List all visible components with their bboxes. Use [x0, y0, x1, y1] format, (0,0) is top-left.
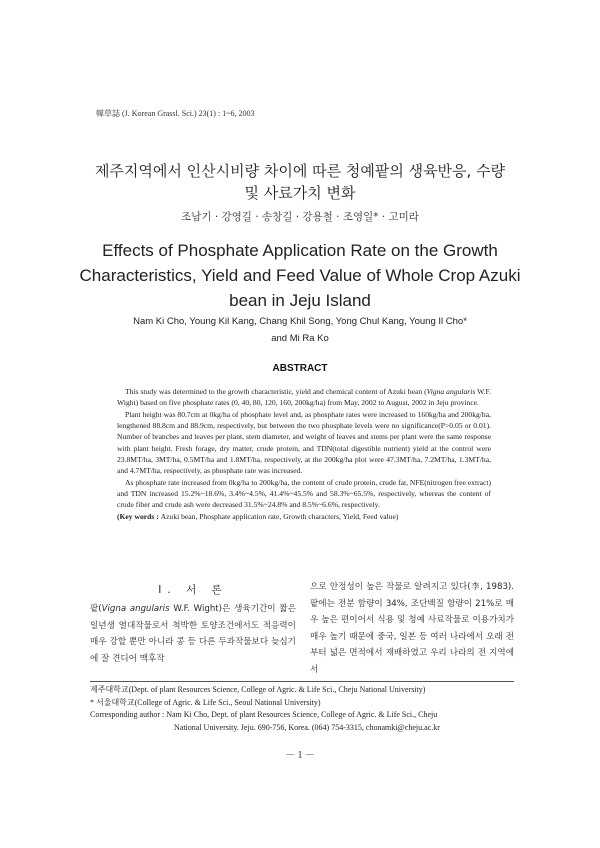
english-title-line-1: Effects of Phosphate Application Rate on the Growth [102, 241, 498, 260]
footnote-affiliation-2: * 서울대학교(College of Agric. & Life Sci., Seoul National University) [90, 697, 321, 707]
abstract-body [117, 386, 491, 522]
footnote-affiliation-1: 제주대학교(Dept. of plant Resources Science, College of Agric. & Life Sci., Cheju National University) [90, 685, 426, 694]
body-column-left [90, 601, 296, 667]
abstract-heading: ABSTRACT [272, 363, 328, 374]
abstract-p1-after: W.F. Wight) based on five phosphate rates (0, 40, 80, 120, 160, 200kg/ha) from May, 2002 to August, 2002 in Jeju province. [117, 387, 491, 408]
abstract-paragraph-3: As phosphate rate increased from 0kg/ha to 200kg/ha, the content of crude protein, crude fat, NFE(nitrogen free extract) and TDN increased 15.2%~18.6%, 3.4%~4.5%, 41.4%~45.5% and 58.3%~65.5%, respectively, whereas the content of crude fiber and crude ash were decreased 31.5%~24.8% and 8.5%~6.6%, respectively. [117, 477, 491, 510]
abstract-p1-before: This study was determined to the growth characteristic, yield and chemical content of Azuki bean ( [125, 387, 427, 396]
english-title-line-2: Characteristics, Yield and Feed Value of Whole Crop Azuki [79, 266, 521, 285]
english-title-line-3: bean in Jeju Island [229, 291, 371, 310]
abstract-keywords [117, 511, 491, 522]
korean-authors: 조남기 · 강영길 · 송창길 · 강용철 · 조영일* · 고미라 [181, 211, 419, 223]
body-right-paragraph: 으로 안정성이 높은 작물로 알려지고 있다(李, 1983). 팥에는 전분 함량이 34%, 조단백질 함량이 21%로 매우 높은 편이어서 식용 및 청예 사료작물로 이용가치가 매우 높기 때문에 중국, 일본 등 여러 나라에서 오래 전부터 넓은 면적에서 재배하였고 우리 나라의 전 지역에서 [310, 582, 514, 675]
korean-title: 제주지역에서 인산시비량 차이에 따른 청예팥의 생육반응, 수량 및 사료가치 변화 [94, 162, 506, 202]
journal-citation: 韓草誌 (J. Korean Grassl. Sci.) 23(1) : 1~6, 2003 [96, 109, 255, 118]
footnote-corresponding-address: National University. Jeju. 690-756, Korea. (064) 754-3315, chonamki@cheju.ac.kr [174, 722, 440, 732]
english-authors [70, 313, 530, 347]
body-left-before: 팥( [90, 604, 102, 614]
english-authors-line-2: and Mi Ra Ko [271, 333, 329, 344]
keywords-label: (Key words : [117, 511, 161, 521]
body-left-paragraph [90, 601, 296, 667]
body-left-after: W.F. Wight)은 생육기간이 짧은 일년생 열대작물로서 척박한 토양조건에서도 적응력이 매우 강할 뿐만 아니라 콩 등 다른 두과작물보다 늦심기에 잘 견디어 맥후작 [90, 604, 296, 664]
keywords-text: Azuki bean, Phosphate application rate, Growth characters, Yield, Feed value) [160, 511, 399, 521]
abstract-paragraph-1 [117, 386, 491, 409]
body-left-species: Vigna angularis [101, 604, 170, 614]
english-authors-line-1: Nam Ki Cho, Young Kil Kang, Chang Khil Song, Yong Chul Kang, Young Il Cho* [133, 316, 467, 327]
footnote-divider [90, 681, 514, 682]
footnotes [90, 684, 520, 734]
section-heading-introduction: Ⅰ. 서 론 [158, 584, 228, 596]
english-title [70, 238, 530, 313]
abstract-p1-species: Vigna angularis [426, 387, 476, 396]
page-number: － 1 － [285, 750, 315, 761]
footnote-corresponding-author: Corresponding author : Nam Ki Cho, Dept. of plant Resources Science, College of Agric. & Life Sci., Cheju [90, 710, 438, 720]
body-column-right [310, 579, 514, 679]
abstract-paragraph-2: Plant height was 80.7cm at 0kg/ha of phosphate level and, as phosphate rates were increased to 160kg/ha and 200kg/ha, lengthened 88.8cm and 88.9cm, respectively, but between the two phosphate levels were no significance(P>0.05 or 0.01). Number of branches and leaves per plant, stem diameter, and weight of leaves and stems per plant were the same response with plant height. Fresh forage, dry matter, crude protein, and TDN(total digestible nutrient) yield at the control were 23.8MT/ha, 3MT/ha, 0.5MT/ha and 1.8MT/ha, respectively, at the 200kg/ha plot were 47.3MT/ha, 7.2MT/ha, 1.3MT/ha, and 4.7MT/ha, respectively, as phosphate rate was increased. [117, 409, 491, 476]
